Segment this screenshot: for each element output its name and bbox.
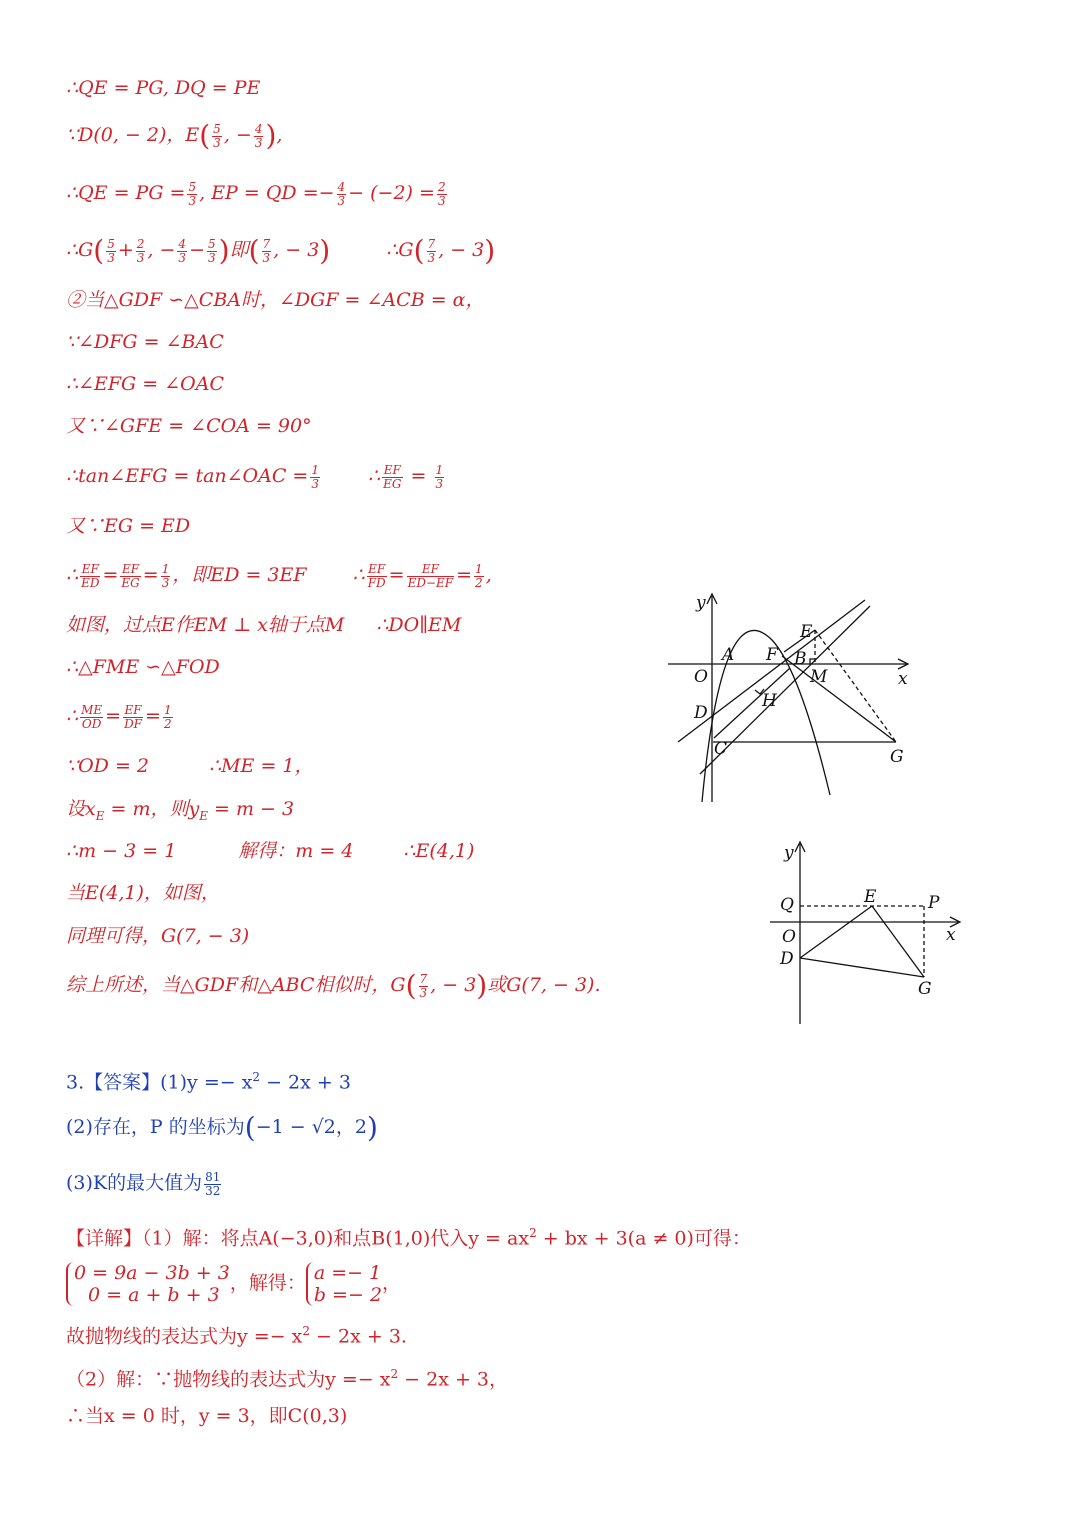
answer-line: 3.【答案】$(1)y =- x^2 - 2x + 3$ — [66, 1070, 351, 1094]
detail-line: 故抛物线的表达式为$y =- x^2 - 2x + 3$. — [66, 1324, 407, 1348]
line-de — [800, 906, 872, 958]
figure-1-parabola-diagram — [660, 590, 920, 805]
label-o: O — [694, 667, 708, 687]
step-line: ∴QE = PG = $\frac{5}{3}$ , EP = QD =− $\frac{4}{3}$ − (−2) = $\frac{2}{3}$ — [66, 179, 446, 208]
label-q: Q — [780, 895, 794, 915]
detail-line: （2）解：∵抛物线的表达式为$y =- x^2 - 2x + 3$， — [66, 1367, 508, 1391]
label-h: H — [762, 691, 777, 711]
step-line: 又∵EG = ED — [66, 515, 191, 537]
label-f: F — [766, 645, 778, 665]
label-x: x — [946, 925, 956, 945]
label-p: P — [928, 893, 940, 913]
step-line: ∴△FME ∽△FOD — [66, 656, 220, 678]
label-b: B — [794, 649, 807, 669]
line-eg — [872, 906, 924, 977]
step-line: ∴tan∠EFG = tan∠OAC = $\frac{1}{3}$ ∴ $\frac{EF}{EG}$ = $\frac{1}{3}$ — [66, 462, 444, 491]
label-g: G — [918, 979, 932, 999]
label-a: A — [722, 645, 735, 665]
label-m: M — [810, 667, 828, 687]
label-d: D — [780, 949, 794, 969]
label-y: y — [784, 843, 794, 863]
step-line: 同理可得，G(7, − 3) — [66, 925, 250, 947]
step-line: ∴QE = PG, DQ = PE — [66, 77, 261, 99]
label-g: G — [890, 747, 904, 767]
step-line: ∴G( $\frac{5}{3}$ + $\frac{2}{3}$ , − $\frac{4}{3}$ − $\frac{5}{3}$ )即( $\frac{7}{3}$ , − 3) ∴G( $\frac{7}{3}$ , − 3) — [66, 234, 496, 267]
step-line: ∵∠DFG = ∠BAC — [66, 331, 224, 353]
step-line: ∵OD = 2 ∴ME = 1， — [66, 755, 314, 777]
label-e: E — [864, 887, 877, 907]
answer-line: (2)存在，P 的坐标为(−1 − √2，2) — [66, 1111, 378, 1144]
step-line: 综上所述，当△GDF和△ABC相似时，G( $\frac{7}{3}$ , − 3)或G(7, − 3). — [66, 969, 601, 1002]
label-c: C — [714, 739, 728, 759]
step-line: ∵D(0, − 2)，E( $\frac{5}{3}$ , − $\frac{4}{3}$ ), — [66, 119, 283, 152]
detail-line: 0 = 9a − 3b + 3 0 = a + b + 3 ，解得： a =− 1 b =− 2 ， — [66, 1262, 401, 1306]
label-o: O — [782, 927, 796, 947]
step-line: ∴∠EFG = ∠OAC — [66, 373, 224, 395]
step-line: 如图，过点E作EM ⊥ x轴于点M ∴DO∥EM — [66, 614, 462, 636]
label-y: y — [696, 593, 706, 613]
step-line: 设$x_E = m$，则$y_E = m - 3$ — [66, 798, 295, 823]
line-dh — [714, 668, 790, 738]
figure-2-triangle-diagram — [760, 836, 970, 1028]
detail-line: ∴当x = 0 时，y = 3，即C(0,3) — [66, 1405, 348, 1427]
line-dg — [800, 958, 924, 977]
step-line: ∴ $\frac{EF}{ED}$ = $\frac{EF}{EG}$ = $\frac{1}{3}$ ，即ED = 3EF ∴ $\frac{EF}{FD}$ = $\frac{EF}{ED-EF}$ = $\frac{1}{2}$ , — [66, 561, 492, 590]
step-line: ∴ $\frac{ME}{OD}$ = $\frac{EF}{DF}$ = $\frac{1}{2}$ — [66, 702, 172, 731]
step-line: ②当△GDF ∽△CBA时，∠DGF = ∠ACB = α， — [66, 289, 485, 311]
step-line: ∴m − 3 = 1 解得：m = 4 ∴E(4,1) — [66, 840, 475, 862]
label-d: D — [694, 703, 708, 723]
answer-line: (3)K的最大值为 $\frac{81}{32}$ — [66, 1169, 221, 1198]
label-x: x — [898, 669, 908, 689]
label-e: E — [800, 622, 813, 642]
step-line: 又∵∠GFE = ∠COA = 90° — [66, 415, 312, 437]
step-line: 当E(4,1)，如图， — [66, 882, 220, 904]
detail-line: 【详解】（1）解：将点A(−3,0)和点B(1,0)代入$y = ax^2$ + bx + 3(a ≠ 0)可得： — [66, 1226, 751, 1250]
